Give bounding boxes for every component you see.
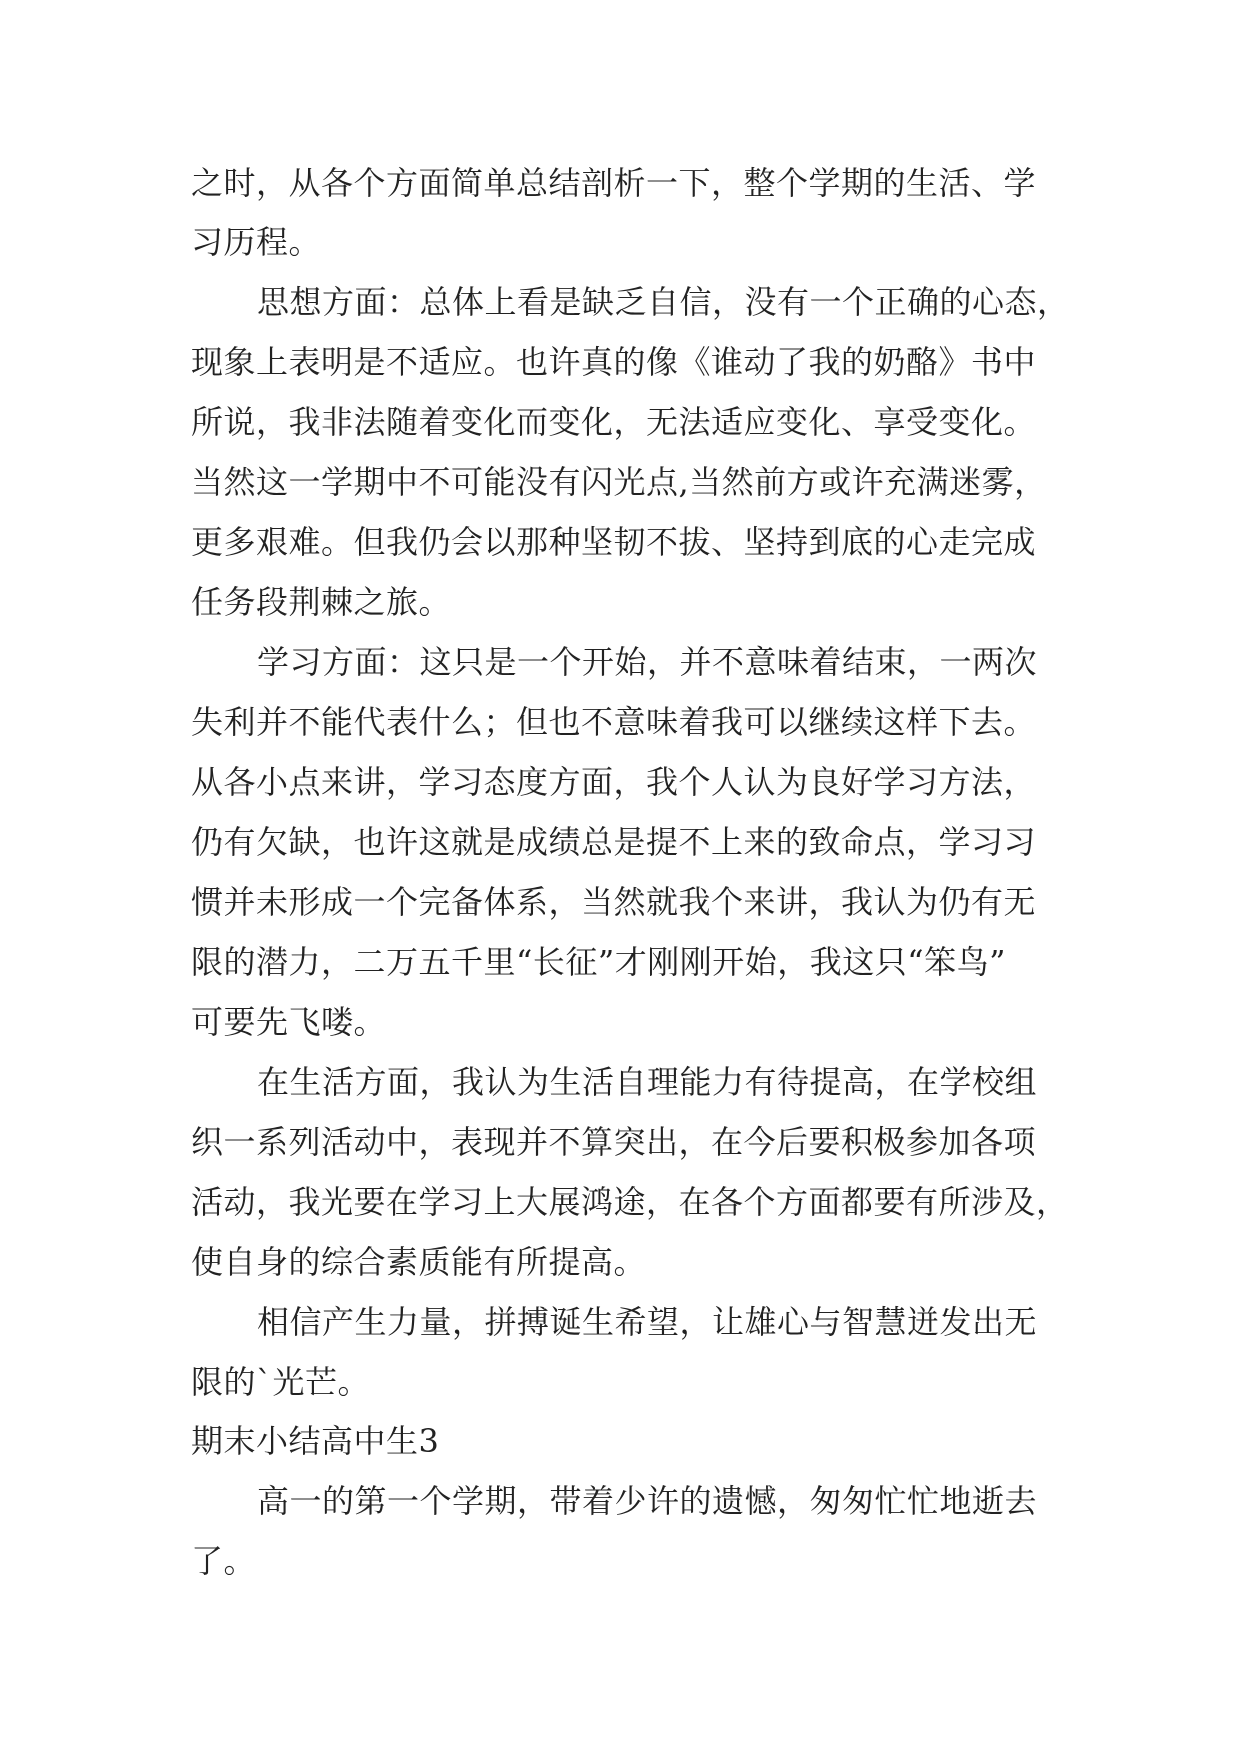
paragraph-line: 更多艰难。但我仍会以那种坚韧不拔、坚持到底的心走完成 [191, 523, 1037, 561]
paragraph-line: 失利并不能代表什么；但也不意味着我可以继续这样下去。 [191, 703, 1037, 741]
paragraph-line: 相信产生力量，拼搏诞生希望，让雄心与智慧迸发出无 [257, 1303, 1038, 1341]
paragraph-line: 惯并未形成一个完备体系，当然就我个来讲，我认为仍有无 [191, 883, 1037, 921]
paragraph-line: 限的`光芒。 [191, 1363, 371, 1401]
paragraph-line: 学习方面：这只是一个开始，并不意味着结束，一两次 [257, 643, 1038, 681]
paragraph-line: 现象上表明是不适应。也许真的像《谁动了我的奶酪》书中 [191, 343, 1037, 381]
paragraph-line: 习历程。 [191, 223, 322, 261]
paragraph-line: 限的潜力，二万五千里“长征”才刚刚开始，我这只“笨鸟” [191, 943, 1006, 981]
paragraph-line: 从各小点来讲，学习态度方面，我个人认为良好学习方法， [191, 763, 1037, 801]
paragraph-line: 思想方面：总体上看是缺乏自信，没有一个正确的心态， [257, 283, 1070, 321]
paragraph-line: 可要先飞喽。 [191, 1003, 387, 1041]
paragraph-line: 高一的第一个学期，带着少许的遗憾，匆匆忙忙地逝去 [257, 1482, 1038, 1520]
paragraph-line: 任务段荆棘之旅。 [191, 583, 452, 621]
paragraph-line: 在生活方面，我认为生活自理能力有待提高，在学校组 [257, 1063, 1038, 1101]
section-heading: 期末小结高中生3 [191, 1422, 440, 1460]
paragraph-line: 当然这一学期中不可能没有闪光点,当然前方或许充满迷雾， [191, 463, 1047, 501]
paragraph-line: 所说，我非法随着变化而变化，无法适应变化、享受变化。 [191, 403, 1037, 441]
paragraph-line: 织一系列活动中，表现并不算突出，在今后要积极参加各项 [191, 1123, 1037, 1161]
paragraph-line: 了。 [191, 1542, 257, 1580]
paragraph-line: 活动，我光要在学习上大展鸿途，在各个方面都要有所涉及， [191, 1183, 1069, 1221]
paragraph-line: 之时，从各个方面简单总结剖析一下，整个学期的生活、学 [191, 164, 1037, 202]
paragraph-line: 使自身的综合素质能有所提高。 [191, 1243, 647, 1281]
paragraph-line: 仍有欠缺，也许这就是成绩总是提不上来的致命点，学习习 [191, 823, 1037, 861]
